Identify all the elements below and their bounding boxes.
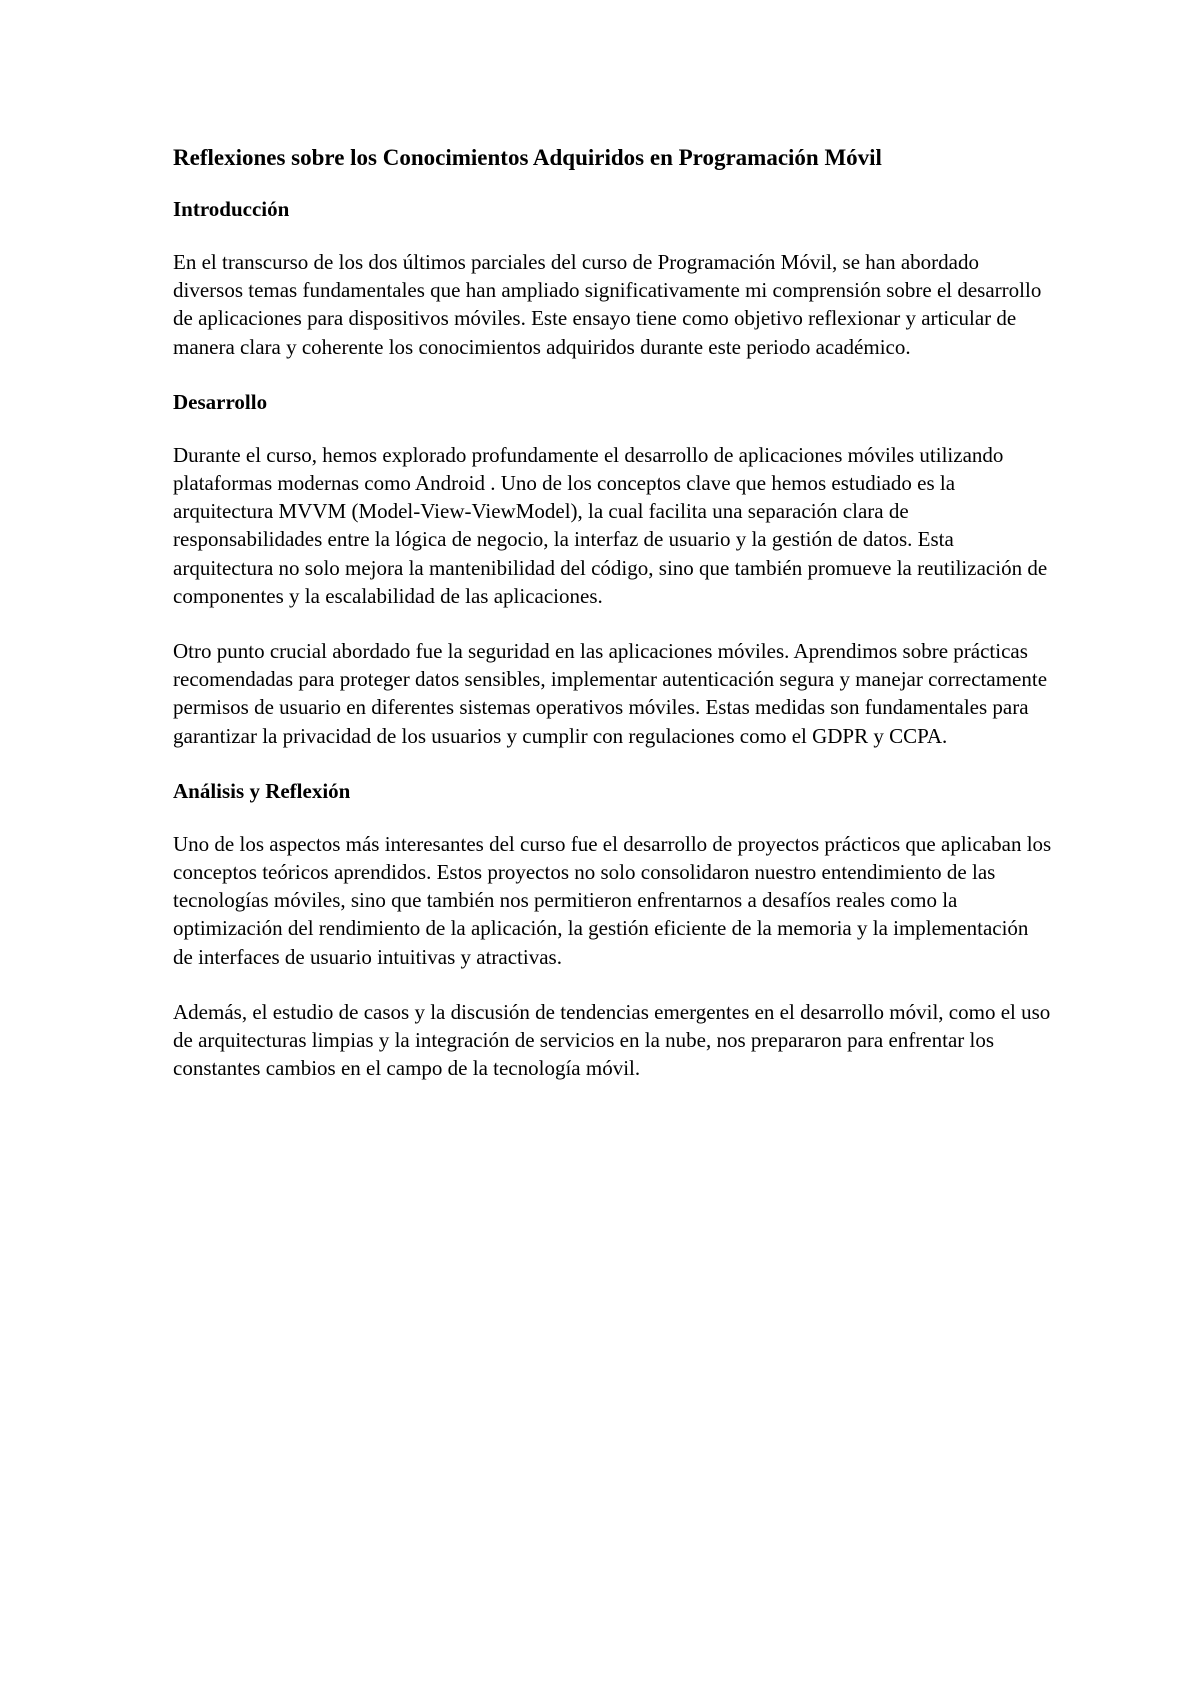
section-heading: Introducción: [173, 197, 290, 221]
section-desarrollo: [173, 388, 1053, 750]
section-heading: Desarrollo: [173, 389, 268, 414]
paragraph: Durante el curso, hemos explorado profundamente el desarrollo de aplicaciones móviles utilizando plataformas modernas como Android . Uno de los conceptos clave que hemos estudiado es la arquitectura MVVM (Model-View-ViewModel), la cual facilita una separación clara de responsabilidades entre la lógica de negocio, la interfaz de usuario y la gestión de datos. Esta arquitectura no solo mejora la mantenibilidad del código, sino que también promueve la reutilización de componentes y la escalabilidad de las aplicaciones.: [173, 442, 1048, 608]
paragraph: Uno de los aspectos más interesantes del curso fue el desarrollo de proyectos prácticos que aplicaban los conceptos teóricos aprendidos. Estos proyectos no solo consolidaron nuestro entendimiento de las tecnologías móviles, sino que también nos permitieron enfrentarnos a desafíos reales como la optimización del rendimiento de la aplicación, la gestión eficiente de la memoria y la implementación de interfaces de usuario intuitivas y atractivas.: [173, 831, 1052, 969]
paragraph: En el transcurso de los dos últimos parciales del curso de Programación Móvil, se han abordado diversos temas fundamentales que han ampliado significativamente mi comprensión sobre el desarrollo de aplicaciones para dispositivos móviles. Este ensayo tiene como objetivo reflexionar y articular de manera clara y coherente los conocimientos adquiridos durante este periodo académico.: [173, 250, 1042, 359]
section-analisis-y-reflexion: [173, 777, 1053, 1083]
paragraph: Otro punto crucial abordado fue la seguridad en las aplicaciones móviles. Aprendimos sobre prácticas recomendadas para proteger datos sensibles, implementar autenticación segura y manejar correctamente permisos de usuario en diferentes sistemas operativos móviles. Estas medidas son fundamentales para garantizar la privacidad de los usuarios y cumplir con regulaciones como el GDPR y CCPA.: [173, 639, 1048, 748]
section-introduccion: [173, 195, 1053, 361]
section-heading: Análisis y Reflexión: [173, 778, 351, 803]
document-title: Reflexiones sobre los Conocimientos Adquiridos en Programación Móvil: [173, 145, 882, 170]
document-body: [173, 143, 1053, 1082]
paragraph: Además, el estudio de casos y la discusión de tendencias emergentes en el desarrollo móvil, como el uso de arquitecturas limpias y la integración de servicios en la nube, nos prepararon para enfrentar los constantes cambios en el campo de la tecnología móvil.: [173, 999, 1051, 1081]
